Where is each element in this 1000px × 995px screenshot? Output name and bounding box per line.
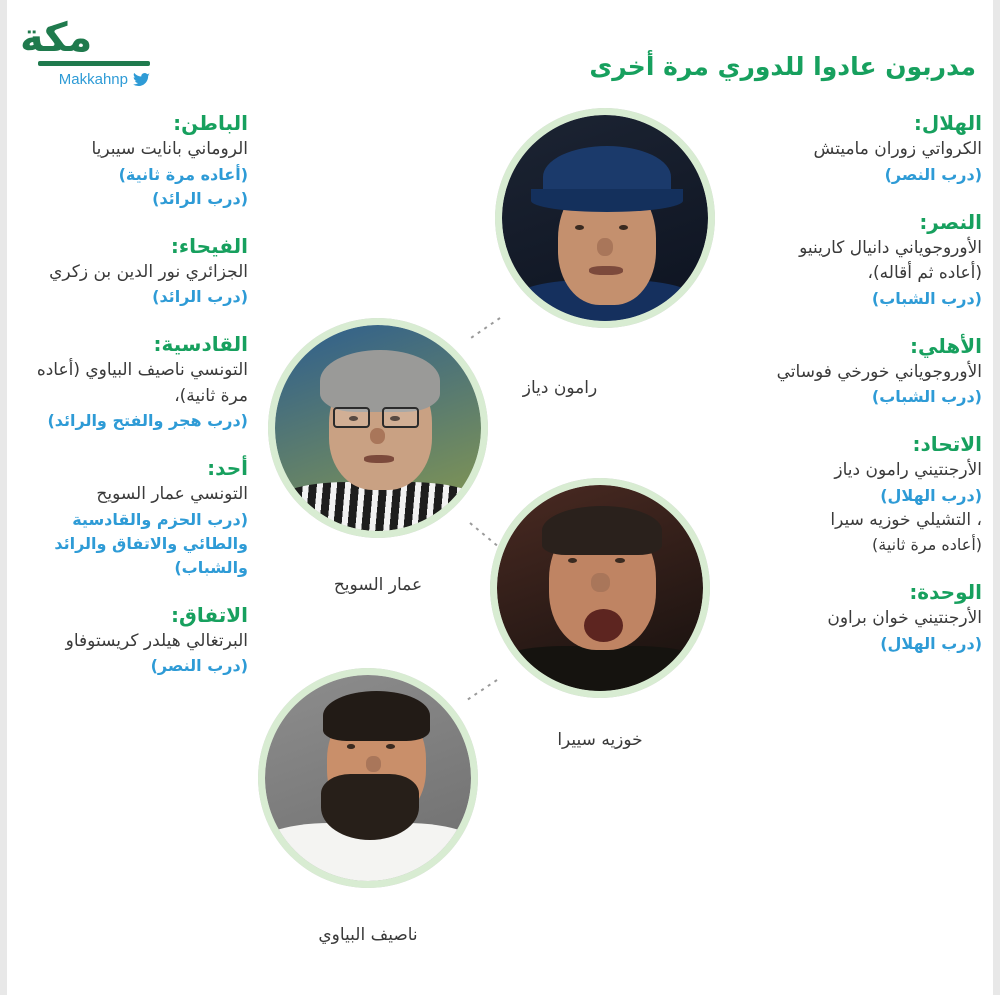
- coach-name: الأوروجوياني خورخي فوساتي: [776, 361, 982, 382]
- coach-name: التونسي ناصيف البياوي (أعاده مرة ثانية)،: [36, 360, 248, 406]
- photo-ramon-diaz: [495, 108, 715, 328]
- photo-inner: [502, 115, 708, 321]
- entry-wehda: [752, 579, 982, 656]
- coach-note-secondary: (درب الرائد): [152, 188, 248, 208]
- coach-note: (درب هجر والفتح والرائد): [47, 411, 248, 430]
- right-edge-strip: [993, 0, 1000, 995]
- coach-name: التونسي عمار السويح: [96, 484, 248, 504]
- coach-name: الكرواتي زوران ماميتش: [813, 139, 982, 159]
- entry-ittihad: [752, 431, 982, 557]
- entry-ettifaq: [18, 602, 248, 679]
- coach-name: الجزائري نور الدين بن زكري: [49, 261, 248, 282]
- entry-hilal: [752, 110, 982, 187]
- twitter-handle-block: [20, 71, 150, 88]
- entry-nassr: [752, 209, 982, 311]
- entry-ahli: [752, 333, 982, 410]
- club-name: الفيحاء:: [170, 233, 248, 258]
- coach-note: (درب الرائد): [152, 287, 248, 306]
- portrait-illustration: [502, 115, 708, 321]
- twitter-bird-icon: [133, 73, 150, 87]
- entry-faiha: [18, 233, 248, 310]
- club-name: أحد:: [207, 456, 248, 480]
- coach-name-secondary: ، التشيلي خوزيه سيرا: [830, 509, 982, 530]
- entry-qadisiyah: [18, 331, 248, 433]
- club-name: الأهلي:: [909, 333, 982, 358]
- photo-inner: [265, 675, 471, 881]
- portrait-illustration: [265, 675, 471, 881]
- photo-inner: [497, 485, 703, 691]
- caption-nassif-byaoui: ناصيف البياوي: [318, 925, 418, 945]
- left-edge-strip: [0, 0, 7, 995]
- twitter-handle-text: Makkahnp: [58, 71, 128, 88]
- club-name: الهلال:: [913, 111, 982, 135]
- page-title: مدربون عادوا للدوري مرة أخرى: [589, 52, 976, 81]
- coach-name: البرتغالي هيلدر كريستوفاو: [65, 630, 248, 651]
- coach-note-secondary: (أعاده مرة ثانية): [872, 535, 982, 554]
- makkah-logo-text: مكة: [20, 15, 93, 61]
- entry-batin: [18, 110, 248, 211]
- coach-note: (درب الهلال): [880, 485, 982, 505]
- coach-note: (أعاده مرة ثانية): [118, 164, 248, 184]
- logo-block: [20, 15, 150, 88]
- entry-ohod: [18, 455, 248, 580]
- right-column: [752, 110, 982, 678]
- portrait-illustration: [497, 485, 703, 691]
- portrait-illustration: [275, 325, 481, 531]
- coach-note: (درب الشباب): [871, 387, 982, 406]
- club-name: الوحدة:: [909, 580, 982, 604]
- photo-jose-sierra: [490, 478, 710, 698]
- coach-note: (درب الحزم والقادسية والطائي والاتفاق والرائد والشباب): [54, 509, 248, 577]
- coach-name: الأرجنتيني خوان براون: [827, 608, 982, 628]
- club-name: النصر:: [919, 209, 982, 234]
- coach-note: (درب النصر): [150, 656, 248, 675]
- coach-note: (درب الهلال): [880, 633, 982, 653]
- left-column: [18, 110, 248, 700]
- coach-name: الأرجنتيني رامون دياز: [834, 460, 982, 480]
- logo-underline: [38, 61, 150, 66]
- club-name: الاتحاد:: [912, 432, 982, 456]
- coach-note: (درب النصر): [884, 164, 982, 184]
- photo-inner: [275, 325, 481, 531]
- club-name: القادسية:: [153, 332, 248, 356]
- caption-jose-sierra: خوزيه سييرا: [557, 730, 643, 750]
- photo-ammar-souayah: [268, 318, 488, 538]
- caption-ammar-souayah: عمار السويح: [333, 575, 423, 595]
- coach-note: (درب الشباب): [871, 288, 982, 308]
- club-name: الاتفاق:: [170, 602, 248, 627]
- coach-name: الأوروجوياني دانيال كارينيو (أعاده ثم أقاله)،: [799, 237, 982, 283]
- photo-nassif-byaoui: [258, 668, 478, 888]
- coach-name: الروماني بانايت سيبريا: [91, 139, 248, 159]
- club-name: الباطن:: [173, 111, 248, 135]
- caption-ramon-diaz: رامون دياز: [522, 378, 598, 398]
